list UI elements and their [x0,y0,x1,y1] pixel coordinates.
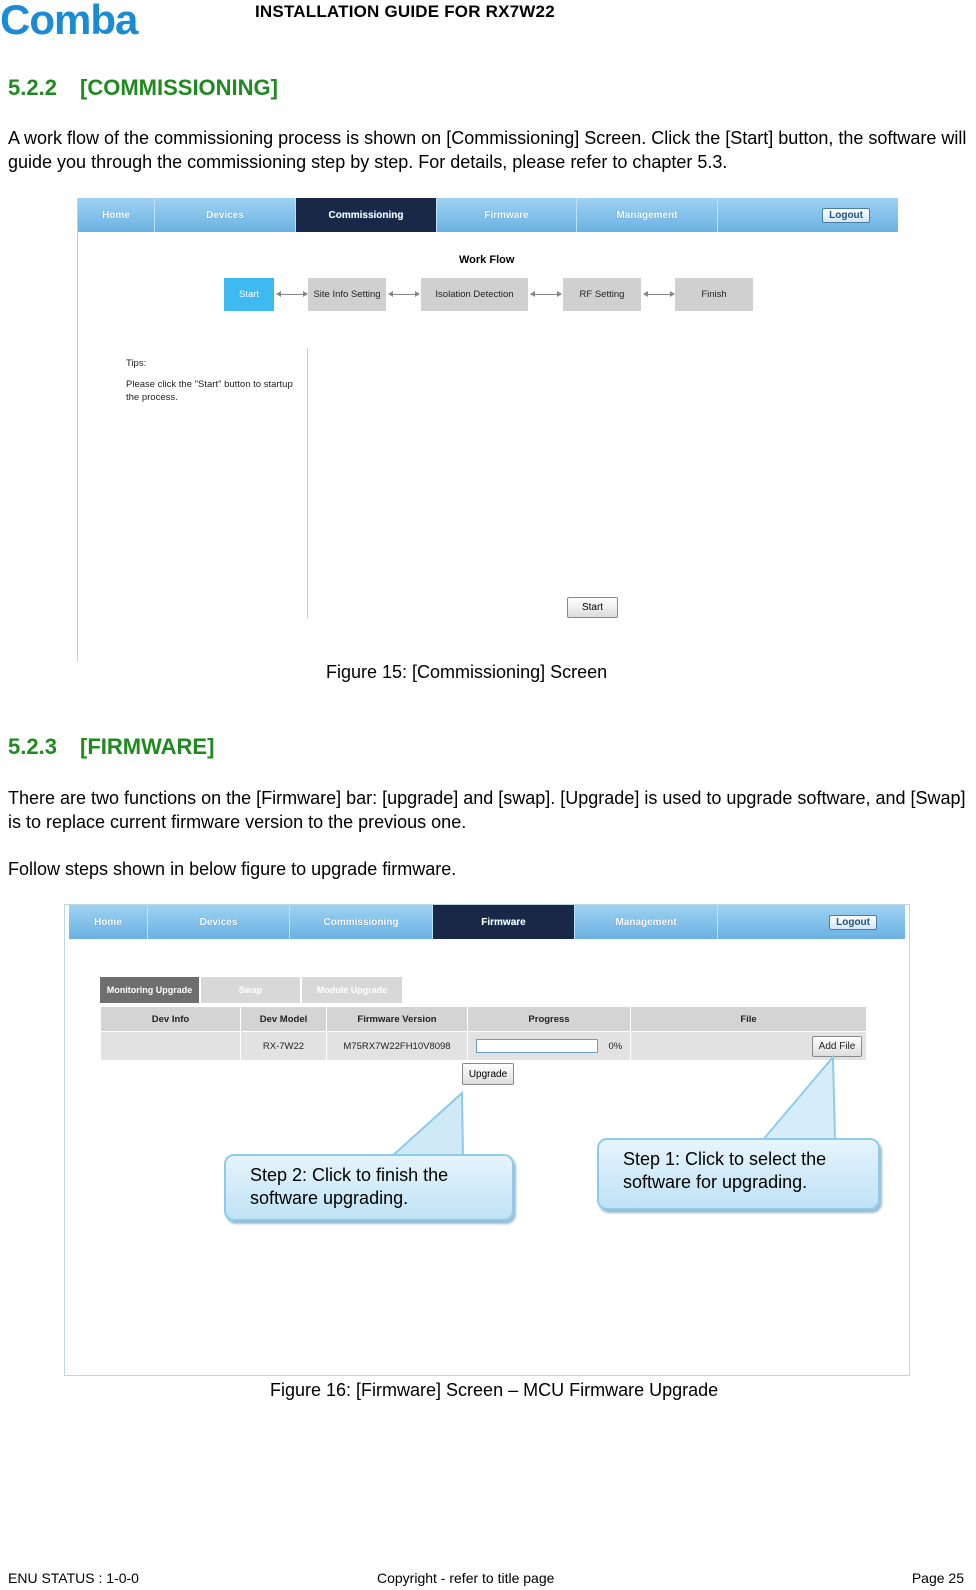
firmware-paragraph-2: Follow steps shown in below figure to upgrade firmware. [8,859,457,879]
comba-logo [0,0,180,40]
nav-devices[interactable]: Devices [148,905,290,939]
footer-copyright: Copyright - refer to title page [377,1570,555,1586]
logout-button[interactable]: Logout [829,915,877,930]
workflow-step-rf-setting: RF Setting [563,278,641,311]
tips-label: Tips: [126,358,147,369]
start-button[interactable]: Start [567,597,618,618]
nav-logout-cell [718,198,898,232]
workflow-arrow [644,294,674,295]
upgrade-button[interactable]: Upgrade [462,1063,514,1085]
section-heading-firmware [8,734,214,760]
footer-page-number: Page 25 [911,1570,964,1586]
step2-pointer [390,1093,463,1158]
col-dev-model: Dev Model [241,1007,327,1032]
nav-firmware[interactable]: Firmware [433,905,575,939]
nav-management[interactable]: Management [577,198,718,232]
workflow-arrow [389,294,419,295]
step1-pointer [762,1057,835,1141]
footer-status: ENU STATUS : 1-0-0 [8,1570,139,1586]
figure-15-caption: Figure 15: [Commissioning] Screen [326,662,608,682]
tips-text: Please click the "Start" button to startup the process. [126,379,293,403]
document-title: INSTALLATION GUIDE FOR RX7W22 [255,2,555,21]
section-title: [COMMISSIONING] [80,75,278,100]
commissioning-paragraph: A work flow of the commissioning process is shown on [Commissioning] Screen. Click the [Start] button, the software will guide you through the commissioning step by step. For details, please refer to chapter 5.3. [8,128,967,172]
workflow-title: Work Flow [459,254,515,266]
section-number: 5.2.3 [8,734,57,759]
section-number: 5.2.2 [8,75,57,100]
add-file-button[interactable]: Add File [812,1036,862,1057]
subtab-monitoring-upgrade[interactable]: Monitoring Upgrade [100,977,199,1003]
nav-commissioning[interactable]: Commissioning [290,905,433,939]
top-navigation [78,198,898,232]
firmware-paragraph-1: There are two functions on the [Firmware] bar: [upgrade] and [swap]. [Upgrade] is used to upgrade software, and [Swap] is to replace current firmware version to the previous one. [8,788,966,832]
logo-text: Comba [0,0,138,40]
nav-home[interactable]: Home [69,905,148,939]
nav-firmware[interactable]: Firmware [437,198,577,232]
progress-text: 0% [608,1040,623,1052]
subtab-swap[interactable]: Swap [201,977,300,1003]
callout-step1: Step 1: Click to select the software for upgrading. [597,1138,880,1210]
col-firmware-version: Firmware Version [327,1007,468,1032]
col-dev-info: Dev Info [101,1007,241,1032]
divider [307,348,308,618]
callout-step2: Step 2: Click to finish the software upgrading. [224,1154,514,1221]
col-progress: Progress [468,1007,631,1032]
figure-16-caption: Figure 16: [Firmware] Screen – MCU Firmware Upgrade [270,1380,719,1400]
nav-devices[interactable]: Devices [155,198,296,232]
workflow-step-start[interactable]: Start [224,278,274,311]
nav-commissioning[interactable]: Commissioning [296,198,437,232]
cell-dev-model: RX-7W22 [241,1032,327,1061]
nav-management[interactable]: Management [575,905,718,939]
workflow-arrow [277,294,307,295]
col-file: File [631,1007,867,1032]
section-title: [FIRMWARE] [80,734,215,759]
workflow-step-site-info: Site Info Setting [308,278,386,311]
figure-15-screenshot [77,198,898,661]
workflow-arrow [531,294,561,295]
workflow-step-finish: Finish [675,278,753,311]
subtab-module-upgrade[interactable]: Module Upgrade [302,977,402,1003]
section-heading-commissioning [8,75,278,101]
nav-home[interactable]: Home [78,198,155,232]
logout-button[interactable]: Logout [822,208,870,223]
cell-firmware-version: M75RX7W22FH10V8098 [327,1032,468,1061]
workflow-step-isolation: Isolation Detection [421,278,528,311]
